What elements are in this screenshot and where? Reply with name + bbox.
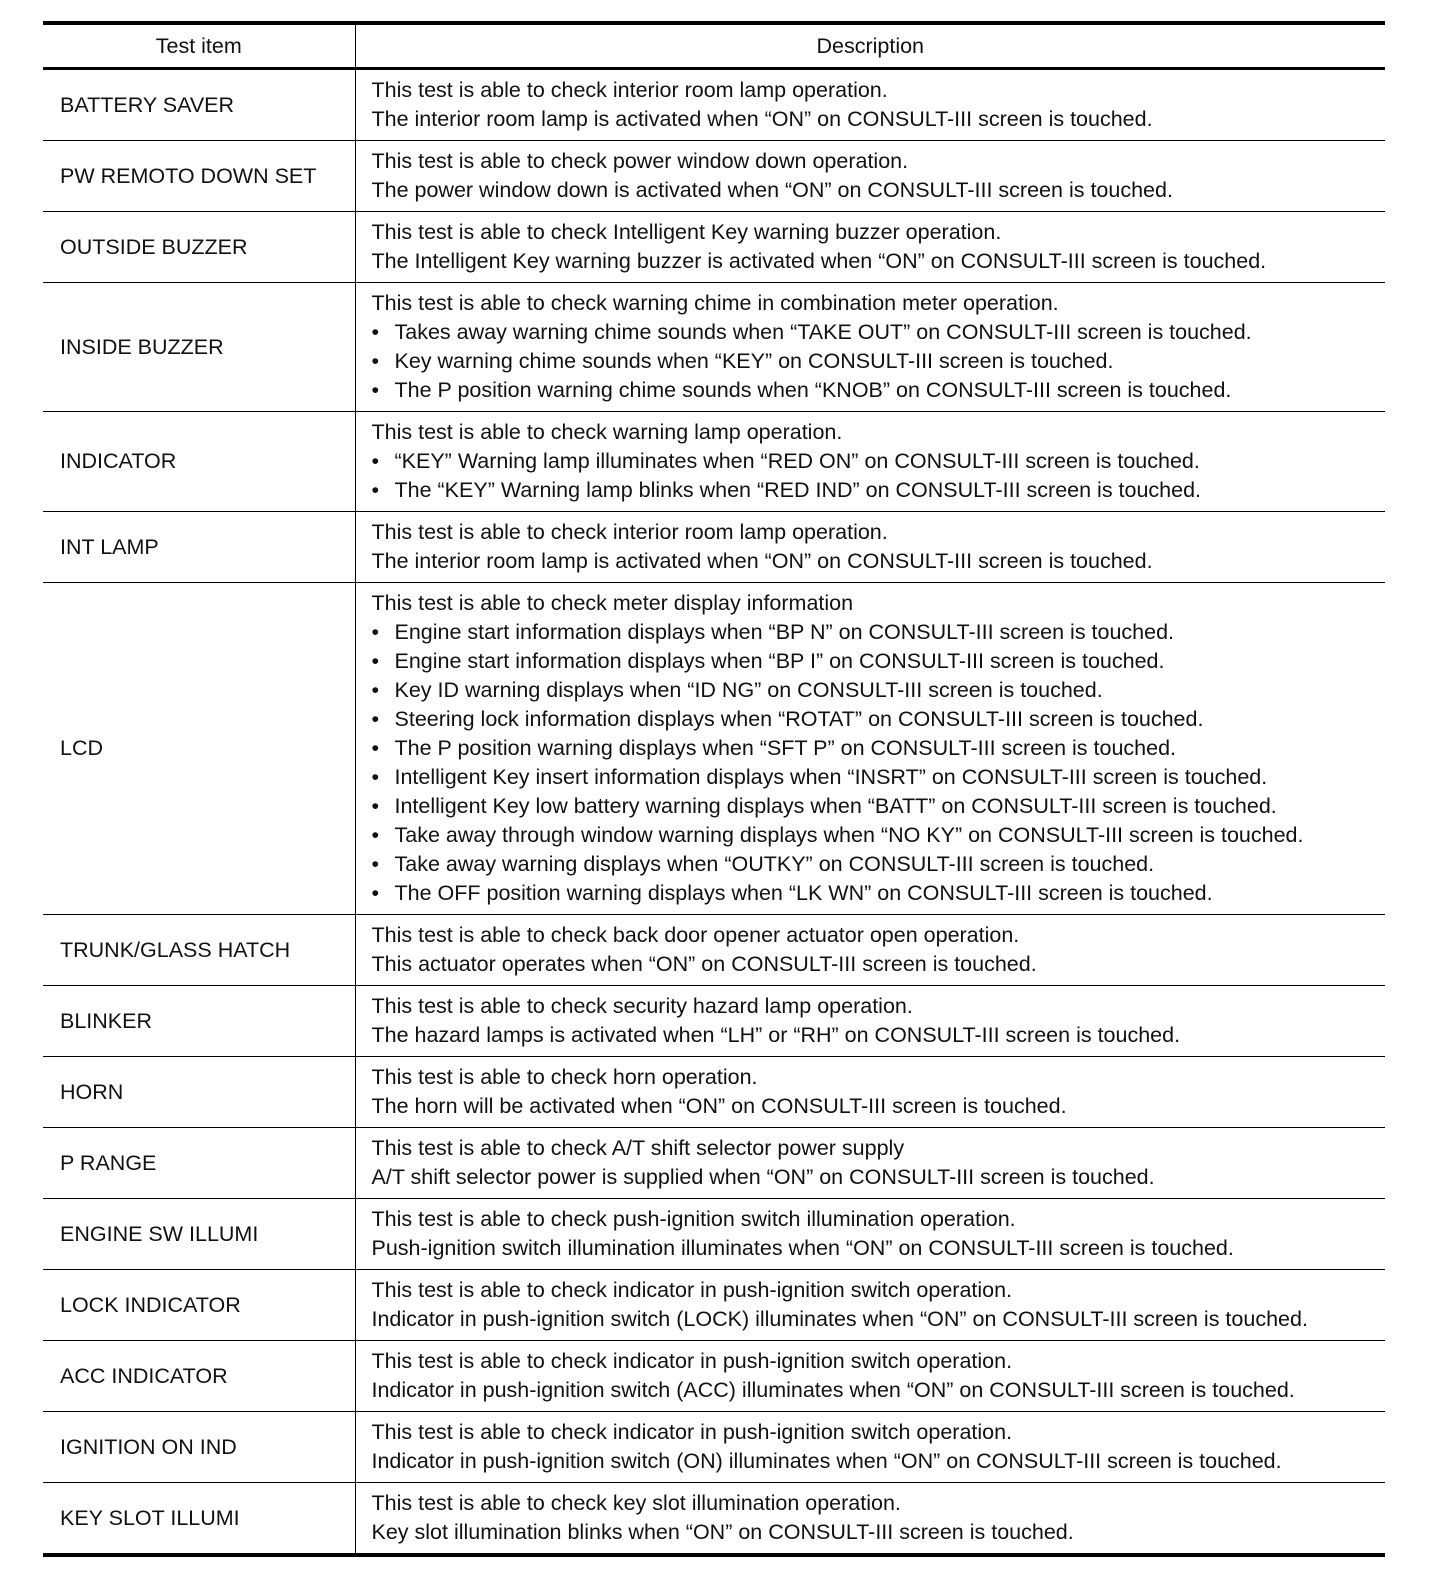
- bullet-text: Key ID warning displays when “ID NG” on CONSULT-III screen is touched.: [394, 678, 1103, 702]
- test-item-cell: BLINKER: [43, 986, 355, 1057]
- description-cell: [355, 1057, 1385, 1128]
- table-row: [43, 1412, 1385, 1483]
- table-row: [43, 1128, 1385, 1199]
- test-item-cell: HORN: [43, 1057, 355, 1128]
- description-line: This test is able to check power window down operation.: [371, 149, 909, 173]
- test-item-cell: PW REMOTO DOWN SET: [43, 141, 355, 212]
- description-cell: [355, 283, 1385, 412]
- test-item-cell: BATTERY SAVER: [43, 69, 355, 141]
- bullet-dot-icon: •: [371, 823, 380, 847]
- bullet-item: [372, 447, 1382, 476]
- table-row: [43, 583, 1385, 915]
- table-row: [43, 69, 1385, 141]
- bullet-item: [372, 821, 1382, 850]
- bullet-item: [372, 763, 1382, 792]
- description-line: The Intelligent Key warning buzzer is activated when “ON” on CONSULT-III screen is touched.: [371, 249, 1267, 273]
- bullet-dot-icon: •: [371, 449, 380, 473]
- description-cell: [355, 69, 1385, 141]
- description-line: Indicator in push-ignition switch (ON) illuminates when “ON” on CONSULT-III screen is touched.: [371, 1449, 1282, 1473]
- bullet-item: [372, 792, 1382, 821]
- table-row: [43, 212, 1385, 283]
- bullet-text: Takes away warning chime sounds when “TAKE OUT” on CONSULT-III screen is touched.: [394, 320, 1252, 344]
- bullet-item: [372, 347, 1382, 376]
- table-row: [43, 412, 1385, 512]
- header-test-item: Test item: [43, 23, 355, 69]
- table-row: [43, 986, 1385, 1057]
- test-item-cell: OUTSIDE BUZZER: [43, 212, 355, 283]
- bullet-dot-icon: •: [371, 478, 380, 502]
- description-line: This test is able to check indicator in push-ignition switch operation.: [371, 1278, 1013, 1302]
- table-row: [43, 1199, 1385, 1270]
- description-cell: [355, 915, 1385, 986]
- test-item-cell: TRUNK/GLASS HATCH: [43, 915, 355, 986]
- description-line: The hazard lamps is activated when “LH” or “RH” on CONSULT-III screen is touched.: [371, 1023, 1181, 1047]
- bullet-text: The P position warning displays when “SFT P” on CONSULT-III screen is touched.: [394, 736, 1177, 760]
- description-cell: [355, 212, 1385, 283]
- description-cell: [355, 1412, 1385, 1483]
- test-item-cell: LOCK INDICATOR: [43, 1270, 355, 1341]
- description-cell: [355, 1341, 1385, 1412]
- description-line: Indicator in push-ignition switch (LOCK) illuminates when “ON” on CONSULT-III screen is touched.: [371, 1307, 1308, 1331]
- description-cell: [355, 986, 1385, 1057]
- bullet-text: The P position warning chime sounds when “KNOB” on CONSULT-III screen is touched.: [394, 378, 1232, 402]
- bullet-dot-icon: •: [371, 649, 380, 673]
- bullet-item: [372, 734, 1382, 763]
- bullet-item: [372, 879, 1382, 908]
- bullet-text: Key warning chime sounds when “KEY” on CONSULT-III screen is touched.: [394, 349, 1114, 373]
- bullet-dot-icon: •: [371, 881, 380, 905]
- table-row: [43, 1341, 1385, 1412]
- description-line: A/T shift selector power is supplied when “ON” on CONSULT-III screen is touched.: [371, 1165, 1155, 1189]
- description-line: This test is able to check warning lamp operation.: [371, 420, 843, 444]
- description-line: This test is able to check interior room lamp operation.: [371, 520, 888, 544]
- bullet-dot-icon: •: [371, 765, 380, 789]
- bullet-item: [372, 376, 1382, 405]
- description-cell: [355, 512, 1385, 583]
- bullet-text: Take away through window warning displays when “NO KY” on CONSULT-III screen is touched.: [394, 823, 1304, 847]
- bullet-dot-icon: •: [371, 349, 380, 373]
- description-line: This test is able to check horn operation.: [371, 1065, 758, 1089]
- description-line: This test is able to check Intelligent Key warning buzzer operation.: [371, 220, 1002, 244]
- test-item-cell: KEY SLOT ILLUMI: [43, 1483, 355, 1556]
- test-item-cell: ACC INDICATOR: [43, 1341, 355, 1412]
- description-cell: [355, 1270, 1385, 1341]
- bullet-dot-icon: •: [371, 620, 380, 644]
- table-row: [43, 141, 1385, 212]
- bullet-text: The OFF position warning displays when “LK WN” on CONSULT-III screen is touched.: [394, 881, 1213, 905]
- bullet-text: Take away warning displays when “OUTKY” on CONSULT-III screen is touched.: [394, 852, 1155, 876]
- bullet-dot-icon: •: [371, 736, 380, 760]
- description-line: This test is able to check indicator in push-ignition switch operation.: [371, 1349, 1013, 1373]
- table-row: [43, 1270, 1385, 1341]
- test-item-cell: INSIDE BUZZER: [43, 283, 355, 412]
- description-line: This test is able to check meter display information: [371, 591, 854, 615]
- description-line: This actuator operates when “ON” on CONSULT-III screen is touched.: [371, 952, 1037, 976]
- description-line: The power window down is activated when “ON” on CONSULT-III screen is touched.: [371, 178, 1173, 202]
- bullet-dot-icon: •: [371, 794, 380, 818]
- bullet-dot-icon: •: [371, 678, 380, 702]
- bullet-dot-icon: •: [371, 378, 380, 402]
- table-row: [43, 512, 1385, 583]
- bullet-item: [372, 618, 1382, 647]
- bullet-text: “KEY” Warning lamp illuminates when “RED ON” on CONSULT-III screen is touched.: [394, 449, 1200, 473]
- description-cell: [355, 141, 1385, 212]
- description-line: This test is able to check security hazard lamp operation.: [371, 994, 913, 1018]
- description-cell: [355, 583, 1385, 915]
- header-description: Description: [355, 23, 1385, 69]
- description-cell: [355, 1483, 1385, 1556]
- description-line: This test is able to check interior room lamp operation.: [371, 78, 888, 102]
- description-line: This test is able to check indicator in push-ignition switch operation.: [371, 1420, 1013, 1444]
- description-cell: [355, 1199, 1385, 1270]
- bullet-text: Intelligent Key low battery warning displays when “BATT” on CONSULT-III screen is touched.: [394, 794, 1277, 818]
- test-item-cell: ENGINE SW ILLUMI: [43, 1199, 355, 1270]
- table-row: [43, 283, 1385, 412]
- header-row: [43, 23, 1385, 69]
- bullet-dot-icon: •: [371, 320, 380, 344]
- test-item-cell: P RANGE: [43, 1128, 355, 1199]
- description-line: This test is able to check key slot illumination operation.: [371, 1491, 901, 1515]
- bullet-text: Engine start information displays when “BP I” on CONSULT-III screen is touched.: [394, 649, 1165, 673]
- description-line: The interior room lamp is activated when “ON” on CONSULT-III screen is touched.: [371, 107, 1153, 131]
- description-line: The horn will be activated when “ON” on CONSULT-III screen is touched.: [371, 1094, 1067, 1118]
- test-item-cell: INT LAMP: [43, 512, 355, 583]
- test-item-cell: LCD: [43, 583, 355, 915]
- bullet-text: Steering lock information displays when “ROTAT” on CONSULT-III screen is touched.: [394, 707, 1204, 731]
- description-line: The interior room lamp is activated when “ON” on CONSULT-III screen is touched.: [371, 549, 1153, 573]
- table-row: [43, 915, 1385, 986]
- test-item-cell: IGNITION ON IND: [43, 1412, 355, 1483]
- bullet-text: The “KEY” Warning lamp blinks when “RED IND” on CONSULT-III screen is touched.: [394, 478, 1202, 502]
- description-line: Indicator in push-ignition switch (ACC) illuminates when “ON” on CONSULT-III screen is touched.: [371, 1378, 1295, 1402]
- description-line: This test is able to check warning chime in combination meter operation.: [371, 291, 1059, 315]
- active-test-table: [43, 21, 1385, 1557]
- bullet-item: [372, 676, 1382, 705]
- table-row: [43, 1483, 1385, 1556]
- bullet-item: [372, 647, 1382, 676]
- test-item-cell: INDICATOR: [43, 412, 355, 512]
- description-cell: [355, 1128, 1385, 1199]
- bullet-dot-icon: •: [371, 707, 380, 731]
- bullet-item: [372, 318, 1382, 347]
- bullet-item: [372, 850, 1382, 879]
- bullet-item: [372, 476, 1382, 505]
- bullet-item: [372, 705, 1382, 734]
- description-line: Push-ignition switch illumination illuminates when “ON” on CONSULT-III screen is touched.: [371, 1236, 1234, 1260]
- description-line: This test is able to check A/T shift selector power supply: [371, 1136, 905, 1160]
- description-cell: [355, 412, 1385, 512]
- bullet-text: Intelligent Key insert information displays when “INSRT” on CONSULT-III screen is touched.: [394, 765, 1268, 789]
- description-line: This test is able to check back door opener actuator open operation.: [371, 923, 1020, 947]
- bullet-dot-icon: •: [371, 852, 380, 876]
- table-row: [43, 1057, 1385, 1128]
- table-body: [43, 69, 1385, 1556]
- description-line: Key slot illumination blinks when “ON” on CONSULT-III screen is touched.: [371, 1520, 1074, 1544]
- bullet-text: Engine start information displays when “BP N” on CONSULT-III screen is touched.: [394, 620, 1175, 644]
- description-line: This test is able to check push-ignition switch illumination operation.: [371, 1207, 1016, 1231]
